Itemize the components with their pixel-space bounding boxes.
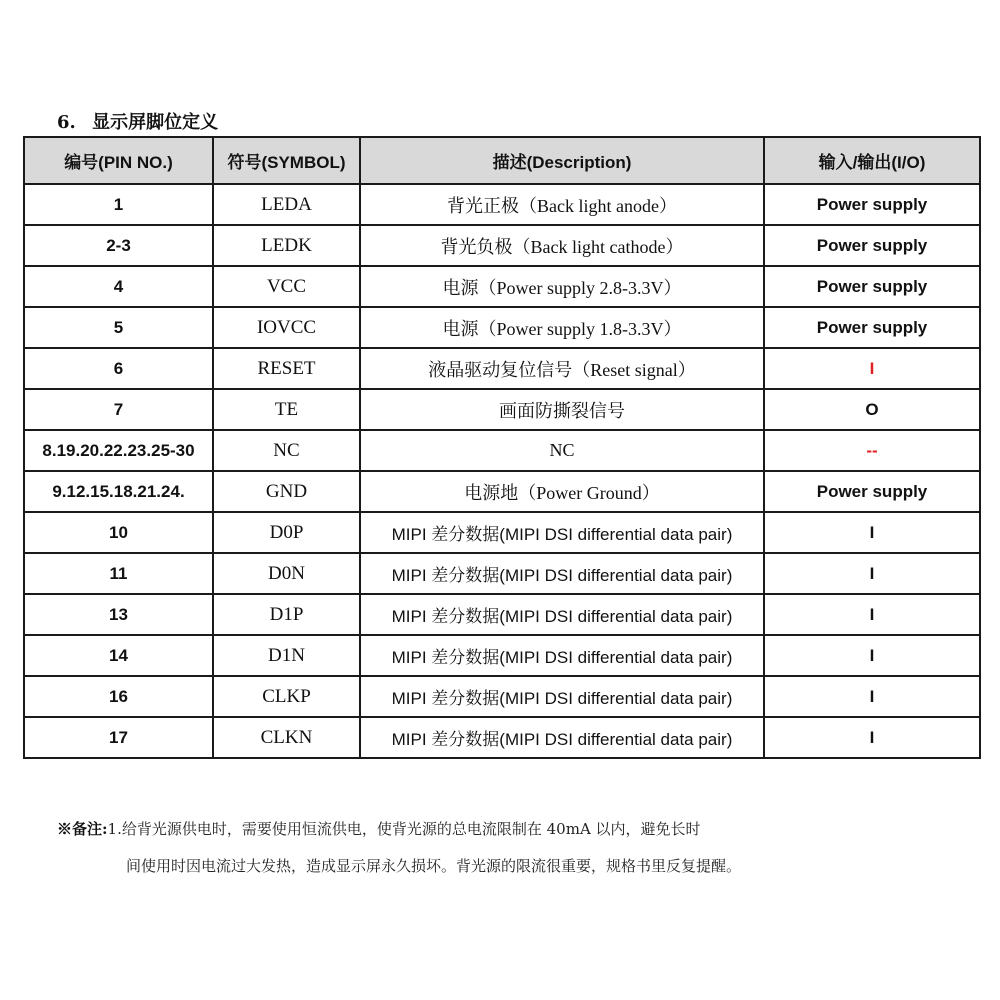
note-line-2: 间使用时因电流过大发热，造成显示屏永久损坏。背光源的限流很重要，规格书里反复提醒。 <box>126 857 742 875</box>
cell-symbol: RESET <box>213 348 360 389</box>
cell-io: I <box>764 676 980 717</box>
table-row <box>24 676 980 717</box>
note-line-1 <box>57 818 701 839</box>
table-row <box>24 225 980 266</box>
table-row <box>24 348 980 389</box>
section-title <box>57 108 218 134</box>
cell-description: MIPI 差分数据(MIPI DSI differential data pair) <box>360 512 764 553</box>
table-row <box>24 307 980 348</box>
cell-description: 电源地（Power Ground） <box>360 471 764 512</box>
cell-symbol: D0N <box>213 553 360 594</box>
cell-io: Power supply <box>764 471 980 512</box>
cell-io: Power supply <box>764 184 980 225</box>
table-row <box>24 430 980 471</box>
section-number: 6. <box>57 112 76 133</box>
cell-symbol: LEDK <box>213 225 360 266</box>
cell-symbol: D1N <box>213 635 360 676</box>
table-row <box>24 266 980 307</box>
cell-pin: 4 <box>24 266 213 307</box>
cell-pin: 9.12.15.18.21.24. <box>24 471 213 512</box>
cell-io: I <box>764 594 980 635</box>
cell-io: -- <box>764 430 980 471</box>
cell-pin: 11 <box>24 553 213 594</box>
cell-symbol: D0P <box>213 512 360 553</box>
cell-description: 电源（Power supply 1.8-3.3V） <box>360 307 764 348</box>
cell-pin: 10 <box>24 512 213 553</box>
cell-pin: 2-3 <box>24 225 213 266</box>
note-text-1: 1.给背光源供电时，需要使用恒流供电，使背光源的总电流限制在 40mA 以内，避免长时 <box>107 820 701 838</box>
cell-io: Power supply <box>764 307 980 348</box>
cell-symbol: TE <box>213 389 360 430</box>
cell-io: Power supply <box>764 225 980 266</box>
note-label: ※备注: <box>57 820 108 838</box>
cell-symbol: CLKN <box>213 717 360 758</box>
cell-symbol: IOVCC <box>213 307 360 348</box>
cell-description: 背光正极（Back light anode） <box>360 184 764 225</box>
table-row <box>24 471 980 512</box>
cell-description: 背光负极（Back light cathode） <box>360 225 764 266</box>
cell-symbol: NC <box>213 430 360 471</box>
cell-description: MIPI 差分数据(MIPI DSI differential data pair) <box>360 594 764 635</box>
cell-io: I <box>764 512 980 553</box>
cell-io: O <box>764 389 980 430</box>
cell-description: 画面防撕裂信号 <box>360 389 764 430</box>
cell-symbol: VCC <box>213 266 360 307</box>
pin-definition-table <box>23 136 981 759</box>
cell-description: 电源（Power supply 2.8-3.3V） <box>360 266 764 307</box>
cell-symbol: LEDA <box>213 184 360 225</box>
table-row <box>24 512 980 553</box>
cell-io: I <box>764 717 980 758</box>
table-row <box>24 717 980 758</box>
table-row <box>24 389 980 430</box>
table-row <box>24 594 980 635</box>
cell-pin: 16 <box>24 676 213 717</box>
cell-description: MIPI 差分数据(MIPI DSI differential data pair) <box>360 717 764 758</box>
header-pin-no: 编号(PIN NO.) <box>24 137 213 184</box>
cell-description: 液晶驱动复位信号（Reset signal） <box>360 348 764 389</box>
cell-pin: 6 <box>24 348 213 389</box>
cell-pin: 1 <box>24 184 213 225</box>
cell-pin: 8.19.20.22.23.25-30 <box>24 430 213 471</box>
cell-symbol: GND <box>213 471 360 512</box>
cell-io: I <box>764 553 980 594</box>
cell-io: I <box>764 635 980 676</box>
cell-description: MIPI 差分数据(MIPI DSI differential data pair) <box>360 635 764 676</box>
cell-pin: 5 <box>24 307 213 348</box>
cell-pin: 13 <box>24 594 213 635</box>
table-row <box>24 553 980 594</box>
header-symbol: 符号(SYMBOL) <box>213 137 360 184</box>
table-row <box>24 184 980 225</box>
cell-symbol: D1P <box>213 594 360 635</box>
table-row <box>24 635 980 676</box>
cell-description: NC <box>360 430 764 471</box>
cell-pin: 17 <box>24 717 213 758</box>
cell-io: I <box>764 348 980 389</box>
cell-description: MIPI 差分数据(MIPI DSI differential data pair) <box>360 553 764 594</box>
cell-symbol: CLKP <box>213 676 360 717</box>
header-description: 描述(Description) <box>360 137 764 184</box>
header-io: 输入/输出(I/O) <box>764 137 980 184</box>
cell-io: Power supply <box>764 266 980 307</box>
table-header-row <box>24 137 980 184</box>
cell-pin: 7 <box>24 389 213 430</box>
cell-description: MIPI 差分数据(MIPI DSI differential data pair) <box>360 676 764 717</box>
section-title-text: 显示屏脚位定义 <box>92 112 219 133</box>
cell-pin: 14 <box>24 635 213 676</box>
